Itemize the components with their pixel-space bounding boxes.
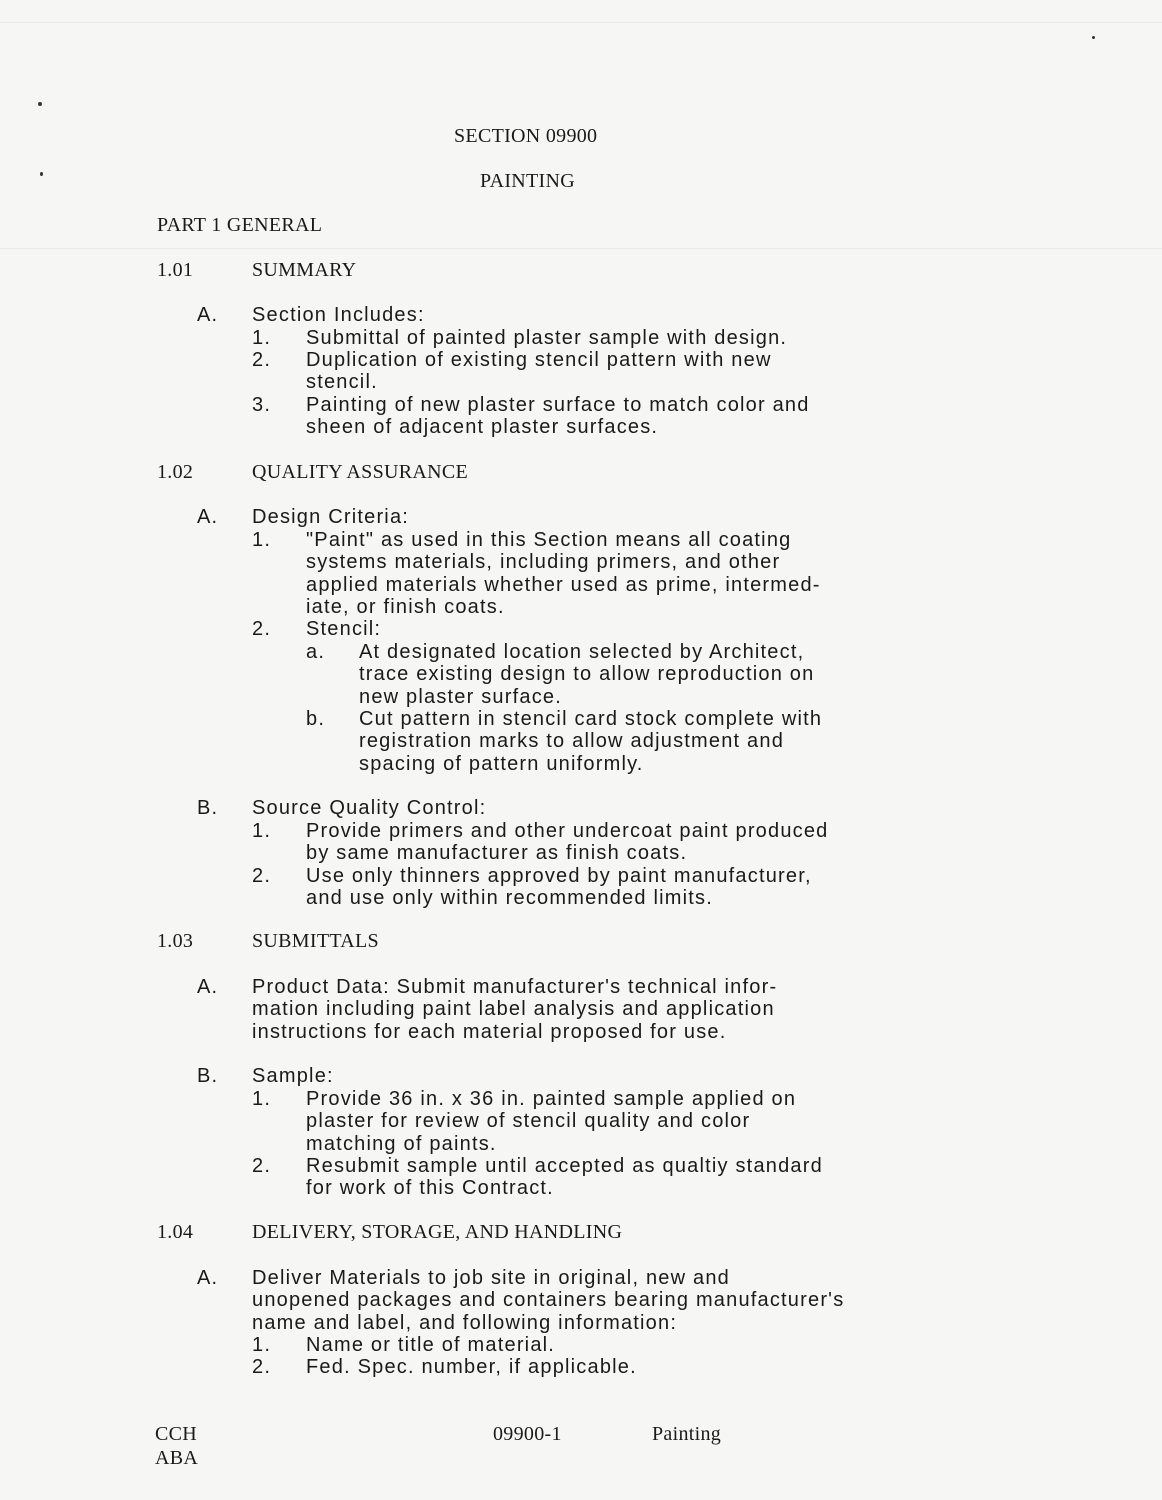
- list-number: 2.: [252, 618, 272, 640]
- footer-code-2: ABA: [155, 1447, 199, 1469]
- paragraph-marker: B.: [197, 1065, 219, 1087]
- sublist-item-text: Cut pattern in stencil card stock complete with registration marks to allow adjustment and spacing of pattern uniformly.: [359, 708, 823, 775]
- section-number: SECTION 09900: [454, 125, 598, 147]
- section-title: PAINTING: [480, 170, 575, 192]
- list-number: 1.: [252, 327, 272, 349]
- list-item-text: Use only thinners approved by paint manufacturer, and use only within recommended limits.: [306, 865, 812, 910]
- article-title: DELIVERY, STORAGE, AND HANDLING: [252, 1221, 623, 1243]
- scan-artifact: [0, 248, 1162, 249]
- paragraph-marker: A.: [197, 304, 219, 326]
- list-item-text: Stencil:: [306, 618, 382, 640]
- footer-title: Painting: [652, 1423, 722, 1445]
- article-title: SUBMITTALS: [252, 930, 379, 952]
- paragraph-marker: A.: [197, 976, 219, 998]
- footer-code-1: CCH: [155, 1423, 198, 1445]
- part-heading: PART 1 GENERAL: [157, 214, 323, 236]
- sublist-letter: a.: [306, 641, 326, 663]
- scan-artifact: [0, 22, 1162, 23]
- scan-speck: [38, 102, 42, 106]
- list-item-text: Duplication of existing stencil pattern with new stencil.: [306, 349, 772, 394]
- article-number: 1.02: [157, 461, 194, 483]
- article-title: SUMMARY: [252, 259, 357, 281]
- list-number: 2.: [252, 1356, 272, 1378]
- list-number: 3.: [252, 394, 272, 416]
- list-number: 1.: [252, 529, 272, 551]
- list-item-text: "Paint" as used in this Section means all coating systems materials, including primers, and other applied materials whether used as prime, intermed- iate, or finish coats.: [306, 529, 821, 618]
- paragraph-marker: A.: [197, 1267, 219, 1289]
- sublist-letter: b.: [306, 708, 326, 730]
- footer-page-number: 09900-1: [493, 1423, 562, 1445]
- paragraph-text: Product Data: Submit manufacturer's technical infor- mation including paint label analysis and application instructions for each material proposed for use.: [252, 976, 778, 1043]
- sublist-item-text: At designated location selected by Architect, trace existing design to allow reproduction on new plaster surface.: [359, 641, 815, 708]
- list-item-text: Provide 36 in. x 36 in. painted sample applied on plaster for review of stencil quality and color matching of paints.: [306, 1088, 797, 1155]
- paragraph-label: Design Criteria:: [252, 506, 410, 528]
- paragraph-label: Sample:: [252, 1065, 334, 1087]
- article-title: QUALITY ASSURANCE: [252, 461, 469, 483]
- list-number: 2.: [252, 1155, 272, 1177]
- scan-speck: [40, 172, 43, 176]
- paragraph-marker: A.: [197, 506, 219, 528]
- article-number: 1.01: [157, 259, 194, 281]
- list-number: 1.: [252, 1334, 272, 1356]
- list-item-text: Resubmit sample until accepted as qualtiy standard for work of this Contract.: [306, 1155, 823, 1200]
- list-item-text: Painting of new plaster surface to match color and sheen of adjacent plaster surfaces.: [306, 394, 810, 439]
- list-item-text: Name or title of material.: [306, 1334, 556, 1356]
- paragraph-label: Section Includes:: [252, 304, 425, 326]
- list-number: 2.: [252, 865, 272, 887]
- article-number: 1.03: [157, 930, 194, 952]
- paragraph-marker: B.: [197, 797, 219, 819]
- paragraph-text: Deliver Materials to job site in original, new and unopened packages and containers bearing manufacturer's name and label, and following information:: [252, 1267, 845, 1334]
- list-item-text: Provide primers and other undercoat paint produced by same manufacturer as finish coats.: [306, 820, 829, 865]
- article-number: 1.04: [157, 1221, 194, 1243]
- paragraph-label: Source Quality Control:: [252, 797, 487, 819]
- list-item-text: Fed. Spec. number, if applicable.: [306, 1356, 637, 1378]
- list-number: 1.: [252, 1088, 272, 1110]
- scan-speck: [1092, 36, 1095, 39]
- list-number: 2.: [252, 349, 272, 371]
- list-number: 1.: [252, 820, 272, 842]
- list-item-text: Submittal of painted plaster sample with design.: [306, 327, 788, 349]
